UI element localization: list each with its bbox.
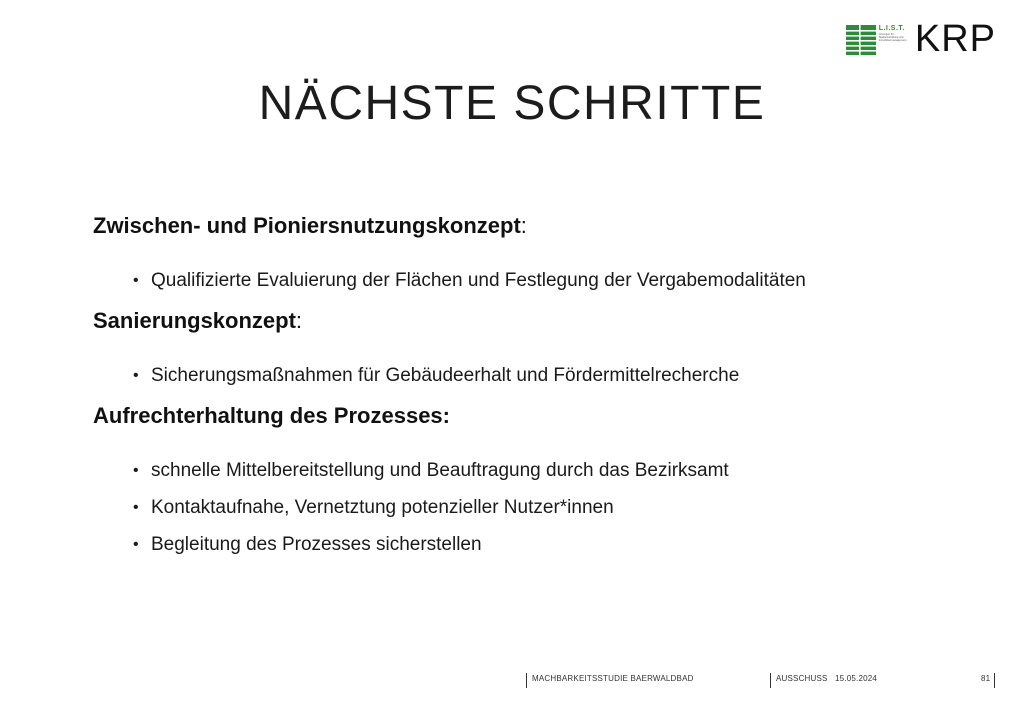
list-logo-mark-icon xyxy=(846,25,876,55)
slide-content xyxy=(93,210,973,563)
section-heading xyxy=(93,305,973,337)
section-zwischennutzung xyxy=(93,210,973,299)
header-logos xyxy=(846,18,996,60)
list-logo-name: L.I.S.T. xyxy=(878,25,905,32)
bullet-icon: • xyxy=(133,462,139,479)
section-heading xyxy=(93,210,973,242)
section-heading-colon: : xyxy=(295,308,303,333)
footer-divider xyxy=(526,673,527,688)
list-item-text: Kontaktaufnahe, Vernetztung potenzieller Nutzer*innen xyxy=(151,497,614,518)
footer-divider xyxy=(770,673,771,688)
list-item xyxy=(93,262,973,299)
list-item-text: schnelle Mittelbereitstellung und Beauftragung durch das Bezirksamt xyxy=(151,460,729,481)
bullet-icon: • xyxy=(133,367,139,384)
list-item xyxy=(93,526,973,563)
list-logo xyxy=(846,25,905,55)
section-heading-text: Sanierungskonzept xyxy=(93,308,296,333)
footer-page-number: 81 xyxy=(981,674,991,683)
bullet-list xyxy=(93,262,973,299)
section-heading-colon: : xyxy=(520,213,527,238)
section-heading-text: Zwischen- und Pioniersnutzungskonzept xyxy=(93,213,521,238)
list-item xyxy=(93,357,973,394)
footer-committee: AUSSCHUSS xyxy=(776,674,828,683)
section-heading xyxy=(93,400,973,432)
footer xyxy=(0,672,1024,692)
footer-divider xyxy=(994,673,995,688)
section-heading-text: Aufrechterhaltung des Prozesses: xyxy=(93,403,450,428)
list-item xyxy=(93,452,973,489)
section-prozess xyxy=(93,400,973,563)
list-item-text: Begleitung des Prozesses sicherstellen xyxy=(151,534,482,555)
krp-logo: KRP xyxy=(914,18,996,60)
bullet-icon: • xyxy=(133,499,139,516)
bullet-icon: • xyxy=(133,536,139,553)
bullet-list xyxy=(93,357,973,394)
bullet-icon: • xyxy=(133,272,139,289)
footer-date: 15.05.2024 xyxy=(835,674,878,683)
list-logo-tagline: Lösungen für Stadtentwicklung und Immobilienmanagement xyxy=(878,33,907,43)
section-sanierung xyxy=(93,305,973,394)
page-title: NÄCHSTE SCHRITTE xyxy=(258,77,766,130)
list-item-text: Qualifizierte Evaluierung der Flächen und Festlegung der Vergabemodalitäten xyxy=(151,270,806,291)
list-item xyxy=(93,489,973,526)
footer-study-title: MACHBARKEITSSTUDIE BAERWALDBAD xyxy=(532,674,694,683)
list-item-text: Sicherungsmaßnahmen für Gebäudeerhalt und Fördermittelrecherche xyxy=(151,365,740,386)
bullet-list xyxy=(93,452,973,563)
